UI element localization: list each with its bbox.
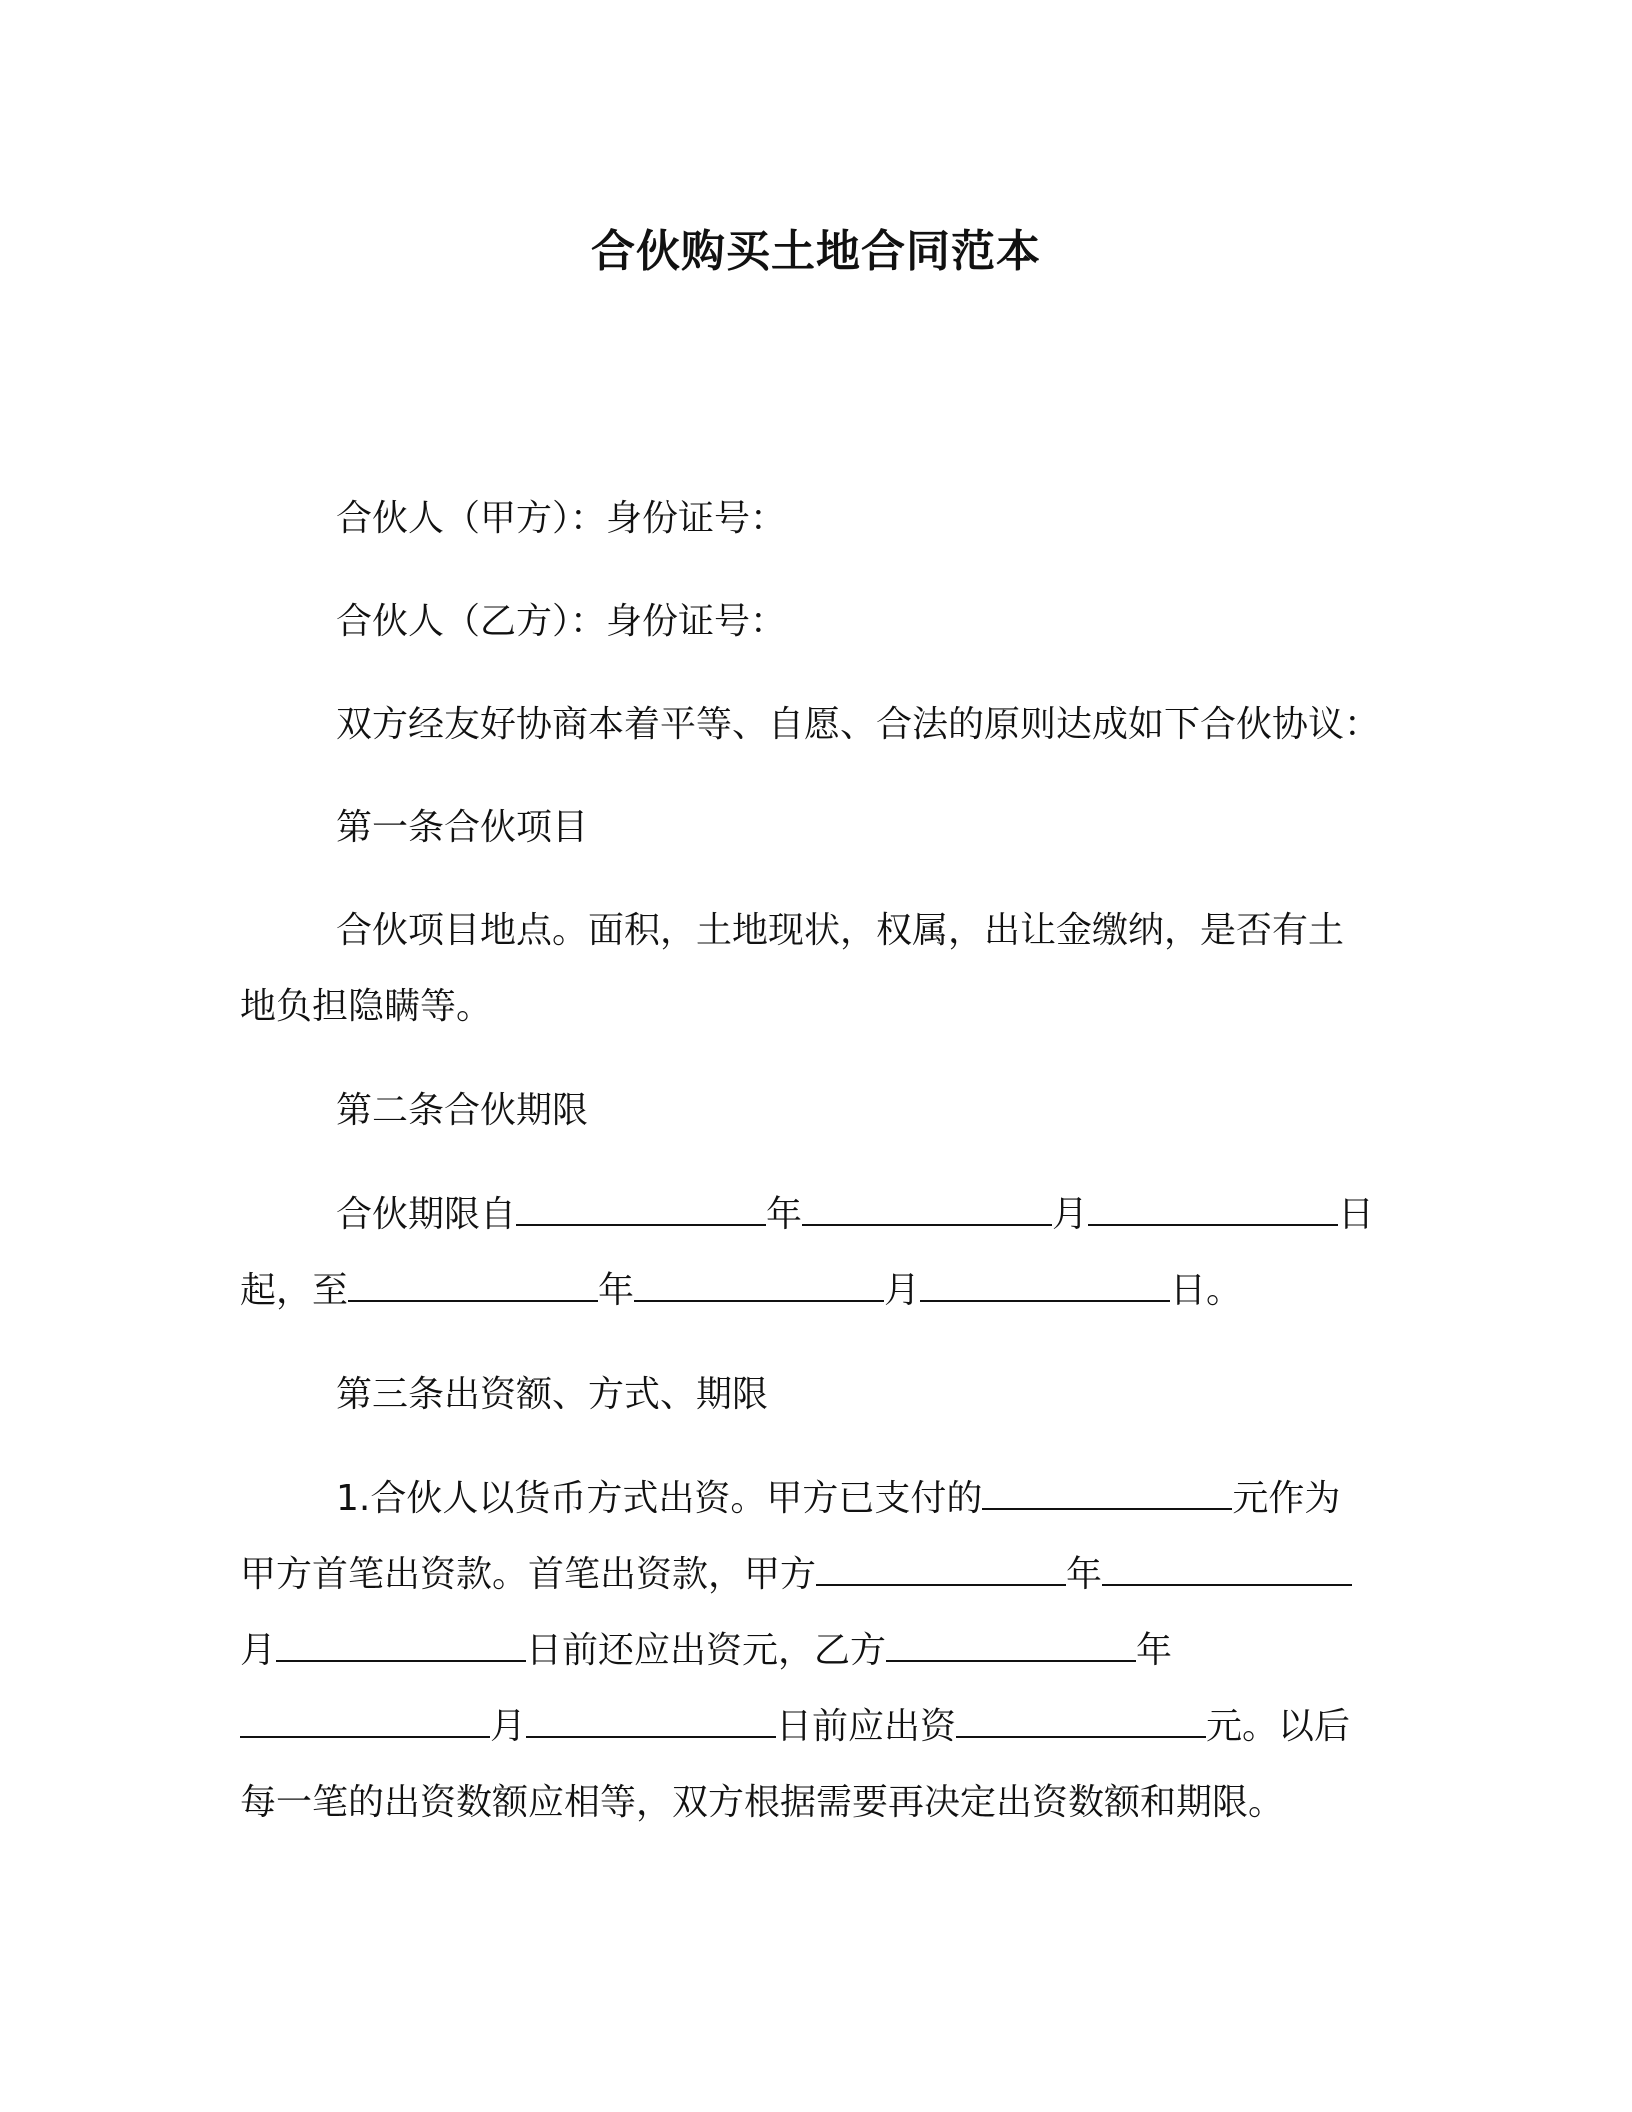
- blank-field: [920, 1266, 1170, 1302]
- article-3-para-line-5: 每一笔的出资数额应相等，双方根据需要再决定出资数额和期限。: [240, 1782, 1285, 1823]
- contribution-text: 甲方首笔出资款。首笔出资款，甲方: [240, 1554, 817, 1595]
- document-title: 合伙购买土地合同范本: [591, 226, 1041, 277]
- blank-field: [802, 1190, 1052, 1226]
- article-2-term-line-2: [240, 1266, 1242, 1316]
- day-end-label: 日。: [1170, 1270, 1243, 1311]
- intro-line: 双方经友好协商本着平等、自愿、合法的原则达成如下合伙协议：: [336, 704, 1381, 745]
- article-3-para-line-4: [240, 1702, 1350, 1752]
- term-end-prefix: 起，至: [240, 1270, 349, 1311]
- article-1-heading: 第一条合伙项目: [336, 807, 589, 848]
- article-2-heading: 第二条合伙期限: [336, 1090, 589, 1131]
- blank-field: [526, 1702, 776, 1738]
- year-label: 年: [598, 1270, 635, 1311]
- article-1-body-line-1: 合伙项目地点。面积，土地现状，权属，出让金缴纳，是否有土: [336, 910, 1345, 951]
- month-label: 月: [240, 1630, 277, 1671]
- blank-field: [516, 1190, 766, 1226]
- article-3-para-line-3: [240, 1626, 1172, 1676]
- day-label: 日: [1338, 1194, 1375, 1235]
- contribution-text: 元作为: [1232, 1478, 1341, 1519]
- blank-field: [982, 1474, 1232, 1510]
- contribution-text: 元。以后: [1206, 1706, 1351, 1747]
- party-a-line: 合伙人（甲方）：身份证号：: [336, 498, 787, 539]
- contribution-text: 日前还应出资元，乙方: [526, 1630, 887, 1671]
- blank-field: [816, 1550, 1066, 1586]
- contribution-text: 1.合伙人以货币方式出资。甲方已支付的: [336, 1478, 983, 1519]
- article-3-heading: 第三条出资额、方式、期限: [336, 1374, 769, 1415]
- term-prefix: 合伙期限自: [336, 1194, 517, 1235]
- blank-field: [1102, 1550, 1352, 1586]
- blank-field: [1088, 1190, 1338, 1226]
- blank-field: [348, 1266, 598, 1302]
- article-2-term-line-1: [336, 1190, 1374, 1240]
- article-3-para-line-2: [240, 1550, 1352, 1600]
- blank-field: [634, 1266, 884, 1302]
- year-label: 年: [1136, 1630, 1173, 1671]
- article-1-body-line-2: 地负担隐瞒等。: [240, 986, 493, 1027]
- blank-field: [956, 1702, 1206, 1738]
- year-label: 年: [766, 1194, 803, 1235]
- month-label: 月: [1052, 1194, 1089, 1235]
- blank-field: [240, 1702, 490, 1738]
- party-b-line: 合伙人（乙方）：身份证号：: [336, 601, 787, 642]
- contribution-text: 日前应出资: [776, 1706, 957, 1747]
- blank-field: [886, 1626, 1136, 1662]
- year-label: 年: [1066, 1554, 1103, 1595]
- article-3-para-line-1: [336, 1474, 1340, 1524]
- blank-field: [276, 1626, 526, 1662]
- month-label: 月: [884, 1270, 921, 1311]
- month-label: 月: [490, 1706, 527, 1747]
